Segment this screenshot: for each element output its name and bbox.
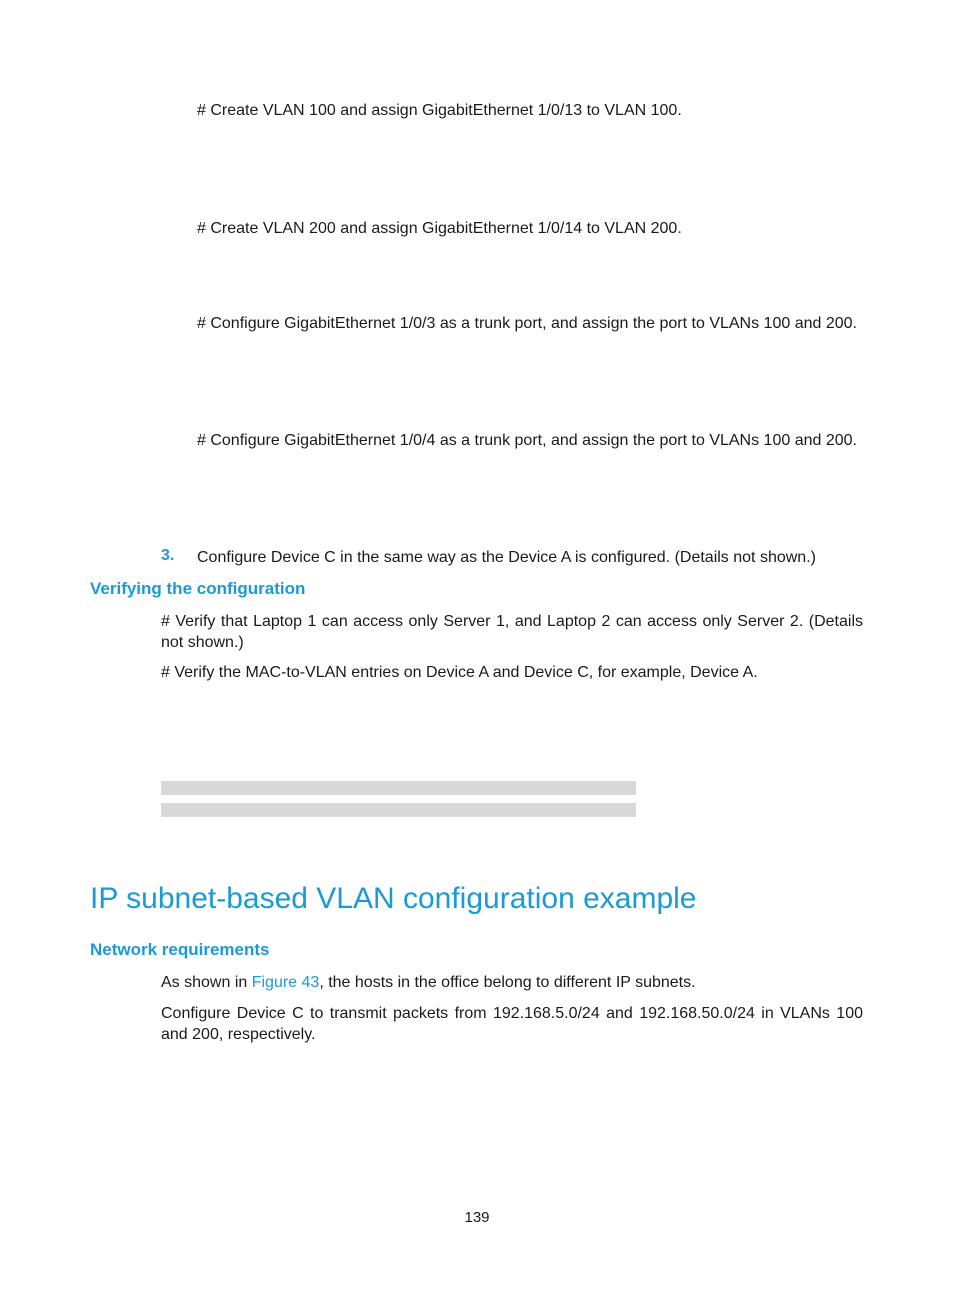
step-create-vlan100: # Create VLAN 100 and assign GigabitEthernet 1/0/13 to VLAN 100. [197, 102, 682, 119]
verify-para1: # Verify that Laptop 1 can access only Server 1, and Laptop 2 can access only Server 2. (Details not shown.) [161, 613, 863, 651]
figure-43-link[interactable]: Figure 43 [251, 974, 320, 991]
page-number: 139 [464, 1209, 490, 1226]
network-requirements-heading: Network requirements [90, 940, 270, 959]
code-block-line-1 [161, 781, 636, 795]
code-block-line-2 [161, 803, 636, 817]
verify-para2: # Verify the MAC-to-VLAN entries on Device A and Device C, for example, Device A. [161, 664, 758, 681]
requirements-para1 [161, 972, 696, 993]
verify-heading: Verifying the configuration [90, 579, 306, 598]
step-trunk-port3: # Configure GigabitEthernet 1/0/3 as a trunk port, and assign the port to VLANs 100 and 200. [197, 315, 857, 332]
section-title: IP subnet-based VLAN configuration example [90, 882, 697, 915]
step3-text: Configure Device C in the same way as the Device A is configured. (Details not shown.) [197, 549, 816, 566]
step-trunk-port4: # Configure GigabitEthernet 1/0/4 as a trunk port, and assign the port to VLANs 100 and 200. [197, 432, 857, 449]
step3-number: 3. [161, 547, 175, 564]
step-create-vlan200: # Create VLAN 200 and assign GigabitEthernet 1/0/14 to VLAN 200. [197, 220, 682, 237]
para1-prefix: As shown in [161, 974, 252, 991]
para1-suffix: , the hosts in the office belong to different IP subnets. [319, 974, 696, 991]
requirements-para2: Configure Device C to transmit packets from 192.168.5.0/24 and 192.168.50.0/24 in VLANs 100 and 200, respectively. [161, 1005, 863, 1043]
